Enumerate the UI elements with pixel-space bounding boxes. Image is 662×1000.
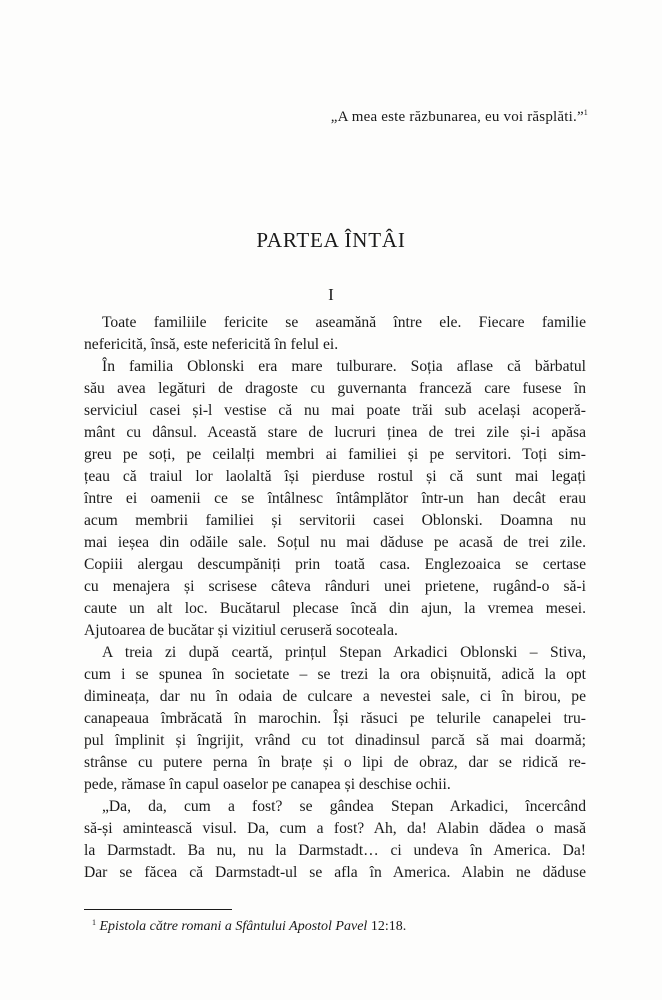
footnote-ref-marker: 1 <box>583 108 588 117</box>
footnote-title: Epistola către romani a Sfântului Apostol Pavel <box>99 919 368 934</box>
text-line: greu pe soți, pe ceilalți membri ai familiei și pe servitori. Toți sim- <box>84 446 586 463</box>
text-line: caute un alt loc. Bucătarul plecase încă din ajun, la vremea mesei. <box>84 600 586 617</box>
text-line: Toate familiile fericite se aseamănă între ele. Fiecare familie <box>102 314 586 331</box>
text-line: pede, rămase în capul oaselor pe canapea și deschise ochii. <box>84 776 451 793</box>
text-line: mânt cu dânsul. Această stare de lucruri ținea de trei zile și-i apăsa <box>84 424 586 441</box>
text-line: mai ieșea din odăile sale. Soțul nu mai dăduse pe acasă de trei zile. <box>84 534 586 551</box>
body-text <box>84 312 586 884</box>
footnote <box>92 918 406 935</box>
text-line: cu menajera și scrisese câteva rânduri unei prietene, rugând-o să-i <box>84 578 586 595</box>
part-title: PARTEA ÎNTÂI <box>256 228 406 252</box>
text-line: acum membrii familiei și servitorii casei Oblonski. Doamna nu <box>84 512 586 529</box>
text-line: canapeaua îmbrăcată în marochin. Își răsuci pe telurile canapelei tru- <box>84 710 586 727</box>
text-line: strânse cu putere perna în brațe și o lipi de obraz, dar se ridică re- <box>84 754 586 771</box>
text-line: „Da, da, cum a fost? se gândea Stepan Arkadici, încercând <box>102 798 586 815</box>
text-line: dimineața, dar nu în odaia de culcare a nevestei sale, ci în birou, pe <box>84 688 586 705</box>
chapter-number: I <box>328 285 334 304</box>
epigraph <box>331 108 588 126</box>
text-line: Copiii alergau descumpăniți prin toată casa. Englezoaica se certase <box>84 556 586 573</box>
epigraph-text: „A mea este răzbunarea, eu voi răsplăti.” <box>330 109 584 125</box>
footnote-divider <box>84 909 232 910</box>
text-line: între ei oamenii ce se întâlnesc întâmplător într-un han decât erau <box>84 490 586 507</box>
text-line: pul împlinit și îngrijit, vrând cu tot dinadinsul parcă să mai doarmă; <box>84 732 586 749</box>
text-line: cum i se spunea în societate – se trezi la ora obișnuită, adică la opt <box>84 666 586 683</box>
text-line: nefericită, însă, este nefericită în felul ei. <box>84 336 339 353</box>
text-line: În familia Oblonski era mare tulburare. Soția aflase că bărbatul <box>102 358 586 375</box>
footnote-marker: 1 <box>92 918 96 927</box>
text-line: țeau că traiul lor laolaltă își pierduse rostul și că sunt mai legați <box>84 468 586 485</box>
text-line: la Darmstadt. Ba nu, nu la Darmstadt… ci undeva în America. Da! <box>84 842 586 859</box>
text-line: serviciul casei și-l vestise că nu mai poate trăi sub același acoperă- <box>84 402 586 419</box>
text-line: A treia zi după ceartă, prințul Stepan Arkadici Oblonski – Stiva, <box>102 644 586 661</box>
text-line: să-și amintească visul. Da, cum a fost? Ah, da! Alabin dădea o masă <box>84 820 586 837</box>
text-line: Dar se făcea că Darmstadt-ul se afla în America. Alabin ne dăduse <box>84 864 586 881</box>
text-line: său avea legături de dragoste cu guvernanta franceză care fusese în <box>84 380 586 397</box>
text-line: Ajutoarea de bucătar și vizitiul ceruseră socoteala. <box>84 622 398 639</box>
footnote-reference: 12:18. <box>370 919 407 934</box>
